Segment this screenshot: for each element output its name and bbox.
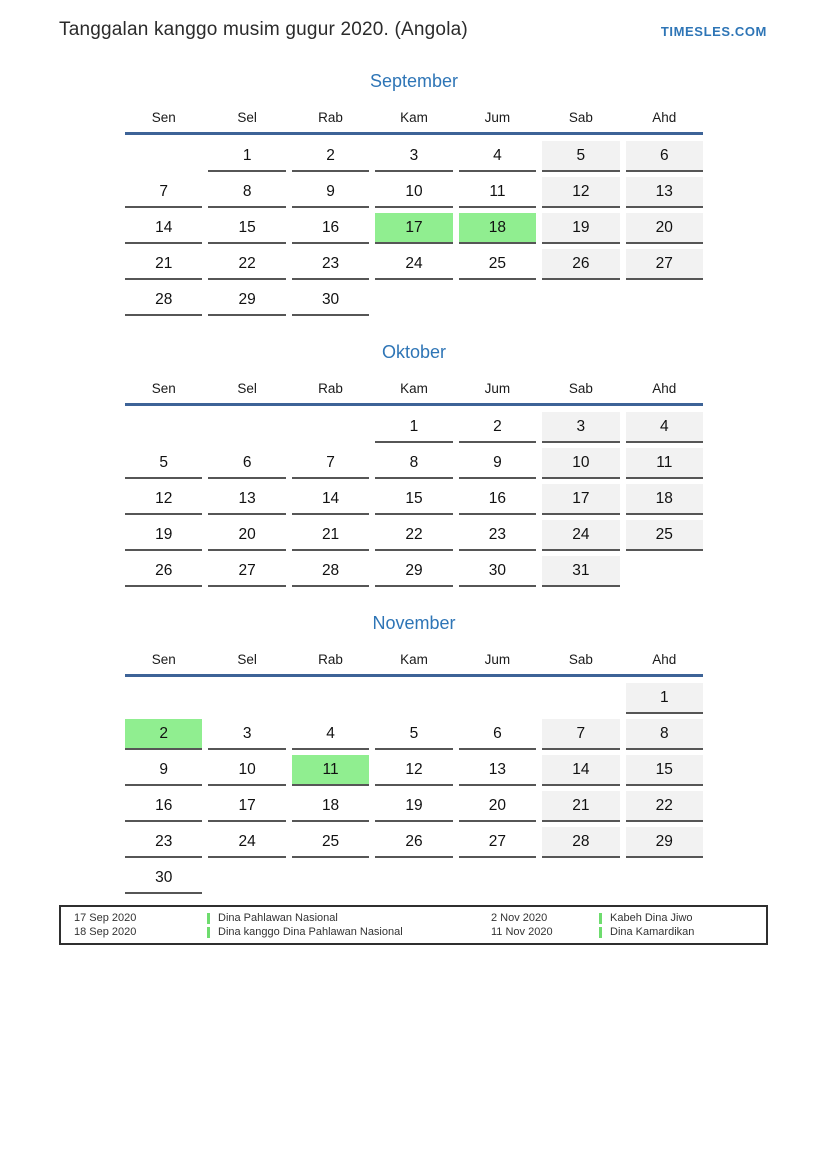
empty-cell <box>626 556 703 587</box>
empty-cell <box>542 683 619 714</box>
weekday-label: Sen <box>151 110 176 125</box>
holiday-day-cell: 2 <box>125 719 202 750</box>
weekday-row <box>125 106 703 135</box>
empty-cell <box>459 863 536 894</box>
day-cell: 6 <box>459 719 536 750</box>
weekday-label: Jum <box>484 110 511 125</box>
day-cell: 26 <box>542 249 619 280</box>
month-title: September <box>369 71 459 91</box>
day-cell: 19 <box>542 213 619 244</box>
month-title: November <box>372 613 456 633</box>
empty-cell <box>292 683 369 714</box>
holiday-marker-icon <box>599 913 602 924</box>
weekday-label: Sel <box>237 381 257 396</box>
weekday-label: Sab <box>568 110 593 125</box>
legend-holiday <box>599 911 766 925</box>
empty-cell <box>542 285 619 316</box>
day-cell: 22 <box>208 249 285 280</box>
day-cell: 16 <box>459 484 536 515</box>
empty-cell <box>375 285 452 316</box>
day-cell: 10 <box>208 755 285 786</box>
day-cell: 25 <box>626 520 703 551</box>
month-title: Oktober <box>381 342 447 362</box>
day-cell: 9 <box>459 448 536 479</box>
day-cell: 7 <box>292 448 369 479</box>
day-cell: 3 <box>208 719 285 750</box>
legend-holiday <box>599 925 766 939</box>
weekday-label: Rab <box>318 652 343 667</box>
weekday-label: Ahd <box>652 381 677 396</box>
day-cell: 10 <box>542 448 619 479</box>
day-cell: 1 <box>626 683 703 714</box>
legend-names-left <box>207 911 478 939</box>
day-cell: 24 <box>208 827 285 858</box>
legend-date: 17 Sep 2020 <box>74 912 137 924</box>
legend-dates-left <box>61 911 207 939</box>
empty-cell <box>208 863 285 894</box>
day-cell: 21 <box>542 791 619 822</box>
day-cell: 13 <box>626 177 703 208</box>
month-section <box>125 608 703 894</box>
day-cell: 19 <box>125 520 202 551</box>
holiday-day-cell: 17 <box>375 213 452 244</box>
day-cell: 20 <box>208 520 285 551</box>
legend-date: 2 Nov 2020 <box>491 912 548 924</box>
day-cell: 5 <box>542 141 619 172</box>
day-cell: 17 <box>542 484 619 515</box>
day-cell: 28 <box>542 827 619 858</box>
legend-date: 11 Nov 2020 <box>491 926 553 938</box>
day-cell: 21 <box>125 249 202 280</box>
empty-cell <box>459 683 536 714</box>
day-cell: 23 <box>459 520 536 551</box>
day-cell: 18 <box>292 791 369 822</box>
day-cell: 24 <box>375 249 452 280</box>
day-cell: 27 <box>626 249 703 280</box>
legend-holiday-name: Dina Kamardikan <box>610 926 695 938</box>
legend-holiday-name: Kabeh Dina Jiwo <box>610 912 693 924</box>
day-cell: 15 <box>375 484 452 515</box>
legend-names-right <box>599 911 766 939</box>
day-cell: 14 <box>125 213 202 244</box>
day-cell: 3 <box>375 141 452 172</box>
legend-holiday-name: Dina Pahlawan Nasional <box>218 912 338 924</box>
holiday-day-cell: 11 <box>292 755 369 786</box>
weekday-label: Rab <box>318 381 343 396</box>
day-cell: 14 <box>542 755 619 786</box>
month-section <box>125 337 703 587</box>
day-cell: 30 <box>292 285 369 316</box>
weekday-label: Kam <box>400 110 428 125</box>
empty-cell <box>292 863 369 894</box>
day-cell: 18 <box>626 484 703 515</box>
legend-dates-right <box>478 911 599 939</box>
day-cell: 19 <box>375 791 452 822</box>
weekday-label: Sel <box>237 652 257 667</box>
day-cell: 27 <box>208 556 285 587</box>
weekday-label: Ahd <box>652 652 677 667</box>
empty-cell <box>626 285 703 316</box>
legend-holiday-name: Dina kanggo Dina Pahlawan Nasional <box>218 926 403 938</box>
day-cell: 14 <box>292 484 369 515</box>
day-cell: 1 <box>375 412 452 443</box>
empty-cell <box>459 285 536 316</box>
day-cell: 2 <box>292 141 369 172</box>
day-cell: 11 <box>626 448 703 479</box>
day-cell: 15 <box>208 213 285 244</box>
day-cell: 29 <box>626 827 703 858</box>
day-cell: 6 <box>208 448 285 479</box>
day-cell: 28 <box>292 556 369 587</box>
empty-cell <box>125 683 202 714</box>
day-cell: 24 <box>542 520 619 551</box>
holiday-marker-icon <box>599 927 602 938</box>
day-cell: 28 <box>125 285 202 316</box>
day-cell: 13 <box>208 484 285 515</box>
calendar <box>125 66 703 915</box>
day-cell: 15 <box>626 755 703 786</box>
day-cell: 2 <box>459 412 536 443</box>
empty-cell <box>375 863 452 894</box>
weekday-label: Sen <box>151 652 176 667</box>
empty-cell <box>125 412 202 443</box>
holiday-day-cell: 18 <box>459 213 536 244</box>
month-grid <box>125 683 703 894</box>
day-cell: 4 <box>626 412 703 443</box>
weekday-label: Kam <box>400 381 428 396</box>
day-cell: 25 <box>459 249 536 280</box>
weekday-label: Jum <box>484 652 511 667</box>
holiday-marker-icon <box>207 913 210 924</box>
day-cell: 25 <box>292 827 369 858</box>
day-cell: 30 <box>125 863 202 894</box>
day-cell: 30 <box>459 556 536 587</box>
legend-box <box>59 905 768 945</box>
day-cell: 6 <box>626 141 703 172</box>
empty-cell <box>292 412 369 443</box>
day-cell: 12 <box>125 484 202 515</box>
day-cell: 16 <box>125 791 202 822</box>
day-cell: 9 <box>125 755 202 786</box>
day-cell: 5 <box>375 719 452 750</box>
month-grid <box>125 141 703 316</box>
day-cell: 9 <box>292 177 369 208</box>
legend-holiday <box>207 911 478 925</box>
day-cell: 22 <box>626 791 703 822</box>
empty-cell <box>208 683 285 714</box>
month-section <box>125 66 703 316</box>
empty-cell <box>626 863 703 894</box>
weekday-label: Jum <box>484 381 511 396</box>
empty-cell <box>375 683 452 714</box>
day-cell: 22 <box>375 520 452 551</box>
empty-cell <box>542 863 619 894</box>
holiday-marker-icon <box>207 927 210 938</box>
brand-link[interactable]: TIMESLES.COM <box>660 24 767 39</box>
day-cell: 8 <box>626 719 703 750</box>
day-cell: 31 <box>542 556 619 587</box>
day-cell: 8 <box>375 448 452 479</box>
empty-cell <box>208 412 285 443</box>
day-cell: 29 <box>375 556 452 587</box>
day-cell: 3 <box>542 412 619 443</box>
day-cell: 10 <box>375 177 452 208</box>
day-cell: 12 <box>542 177 619 208</box>
day-cell: 5 <box>125 448 202 479</box>
day-cell: 7 <box>542 719 619 750</box>
legend-date: 18 Sep 2020 <box>74 926 137 938</box>
day-cell: 4 <box>459 141 536 172</box>
weekday-label: Sel <box>237 110 257 125</box>
weekday-label: Rab <box>318 110 343 125</box>
empty-cell <box>125 141 202 172</box>
day-cell: 23 <box>125 827 202 858</box>
weekday-label: Sab <box>568 381 593 396</box>
day-cell: 11 <box>459 177 536 208</box>
weekday-label: Ahd <box>652 110 677 125</box>
day-cell: 20 <box>459 791 536 822</box>
day-cell: 4 <box>292 719 369 750</box>
weekday-label: Sab <box>568 652 593 667</box>
day-cell: 8 <box>208 177 285 208</box>
day-cell: 16 <box>292 213 369 244</box>
day-cell: 21 <box>292 520 369 551</box>
weekday-label: Kam <box>400 652 428 667</box>
day-cell: 26 <box>375 827 452 858</box>
weekday-row <box>125 648 703 677</box>
weekday-label: Sen <box>151 381 176 396</box>
day-cell: 1 <box>208 141 285 172</box>
month-grid <box>125 412 703 587</box>
day-cell: 7 <box>125 177 202 208</box>
day-cell: 17 <box>208 791 285 822</box>
day-cell: 26 <box>125 556 202 587</box>
legend-holiday <box>207 925 478 939</box>
day-cell: 27 <box>459 827 536 858</box>
page-title: Tanggalan kanggo musim gugur 2020. (Angola) <box>59 19 468 40</box>
day-cell: 23 <box>292 249 369 280</box>
day-cell: 12 <box>375 755 452 786</box>
day-cell: 13 <box>459 755 536 786</box>
weekday-row <box>125 377 703 406</box>
day-cell: 29 <box>208 285 285 316</box>
day-cell: 20 <box>626 213 703 244</box>
